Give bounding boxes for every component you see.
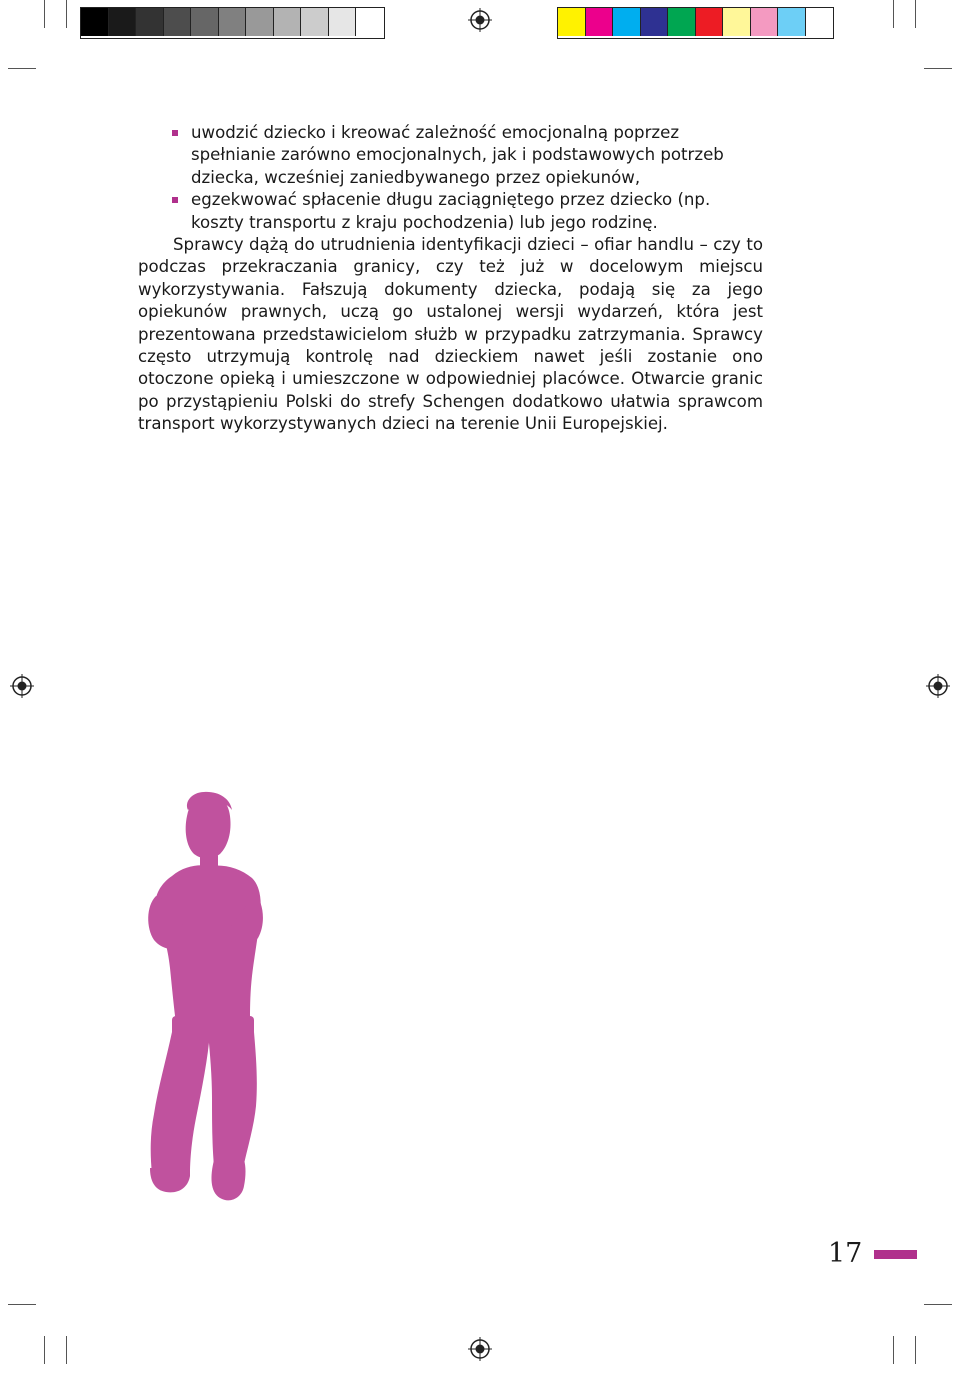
- calibration-swatch: [81, 8, 109, 36]
- child-silhouette-icon: [132, 788, 272, 1208]
- calibration-swatch: [778, 8, 806, 36]
- list-item-text: egzekwować spłacenie długu zaciągniętego przez dziecko (np. koszty transportu z kraju pochodzenia) lub jego rodzinę.: [191, 190, 711, 232]
- list-item-text: uwodzić dziecko i kreować zależność emocjonalną poprzez spełnianie zarówno emocjonalnych, jak i podstawowych potrzeb dziecka, wcześniej zaniedbywanego przez opiekunów,: [191, 123, 724, 187]
- crop-mark: [924, 1304, 952, 1305]
- crop-mark: [8, 68, 36, 69]
- crop-mark: [915, 0, 916, 28]
- calibration-swatch: [723, 8, 751, 36]
- registration-mark-icon: [10, 674, 34, 698]
- bullet-square-icon: [172, 130, 178, 136]
- bullet-list: [138, 122, 763, 234]
- calibration-swatch: [806, 8, 834, 36]
- bullet-square-icon: [172, 197, 178, 203]
- registration-mark-icon: [926, 674, 950, 698]
- calibration-swatch: [668, 8, 696, 36]
- crop-mark: [893, 0, 894, 28]
- calibration-swatch: [301, 8, 329, 36]
- body-text: [138, 122, 763, 436]
- crop-mark: [8, 1304, 36, 1305]
- calibration-swatch: [274, 8, 302, 36]
- crop-mark: [915, 1336, 916, 1364]
- paragraph: Sprawcy dążą do utrudnienia identyfikacji dzieci – ofiar handlu – czy to podczas przekraczania granicy, czy też już w docelowym miejscu wykorzystywania. Fałszują dokumenty dziecka, podają się za jego opiekunów prawnych, uczą go ustalonej wersji wydarzeń, która jest prezentowana przedstawicielom służb w przypadku zatrzymania. Sprawcy często utrzymują kontrolę nad dzieckiem nawet jeśli zostanie ono otoczone opieką i umieszczone w odpowiedniej placówce. Otwarcie granic po przystąpieniu Polski do strefy Schengen dodatkowo ułatwia sprawcom transport wykorzystywanych dzieci na terenie Unii Europejskiej.: [138, 235, 763, 434]
- list-item: [138, 189, 763, 234]
- crop-mark: [924, 68, 952, 69]
- crop-mark: [893, 1336, 894, 1364]
- calibration-swatch: [613, 8, 641, 36]
- page-number-accent-bar: [874, 1250, 917, 1259]
- calibration-swatch: [191, 8, 219, 36]
- crop-mark: [66, 1336, 67, 1364]
- calibration-swatch: [696, 8, 724, 36]
- calibration-swatch: [558, 8, 586, 36]
- calibration-swatch: [219, 8, 247, 36]
- color-calibration-bar: [557, 7, 834, 39]
- registration-mark-icon: [468, 1337, 492, 1361]
- list-item: [138, 122, 763, 189]
- calibration-swatch: [751, 8, 779, 36]
- calibration-swatch: [109, 8, 137, 36]
- calibration-swatch: [641, 8, 669, 36]
- calibration-swatch: [356, 8, 384, 36]
- page-number: 17: [828, 1238, 863, 1269]
- crop-mark: [66, 0, 67, 28]
- crop-mark: [44, 0, 45, 28]
- calibration-swatch: [164, 8, 192, 36]
- grayscale-calibration-bar: [80, 7, 385, 39]
- calibration-swatch: [246, 8, 274, 36]
- calibration-swatch: [136, 8, 164, 36]
- crop-mark: [44, 1336, 45, 1364]
- calibration-swatch: [329, 8, 357, 36]
- registration-mark-icon: [468, 8, 492, 32]
- calibration-swatch: [586, 8, 614, 36]
